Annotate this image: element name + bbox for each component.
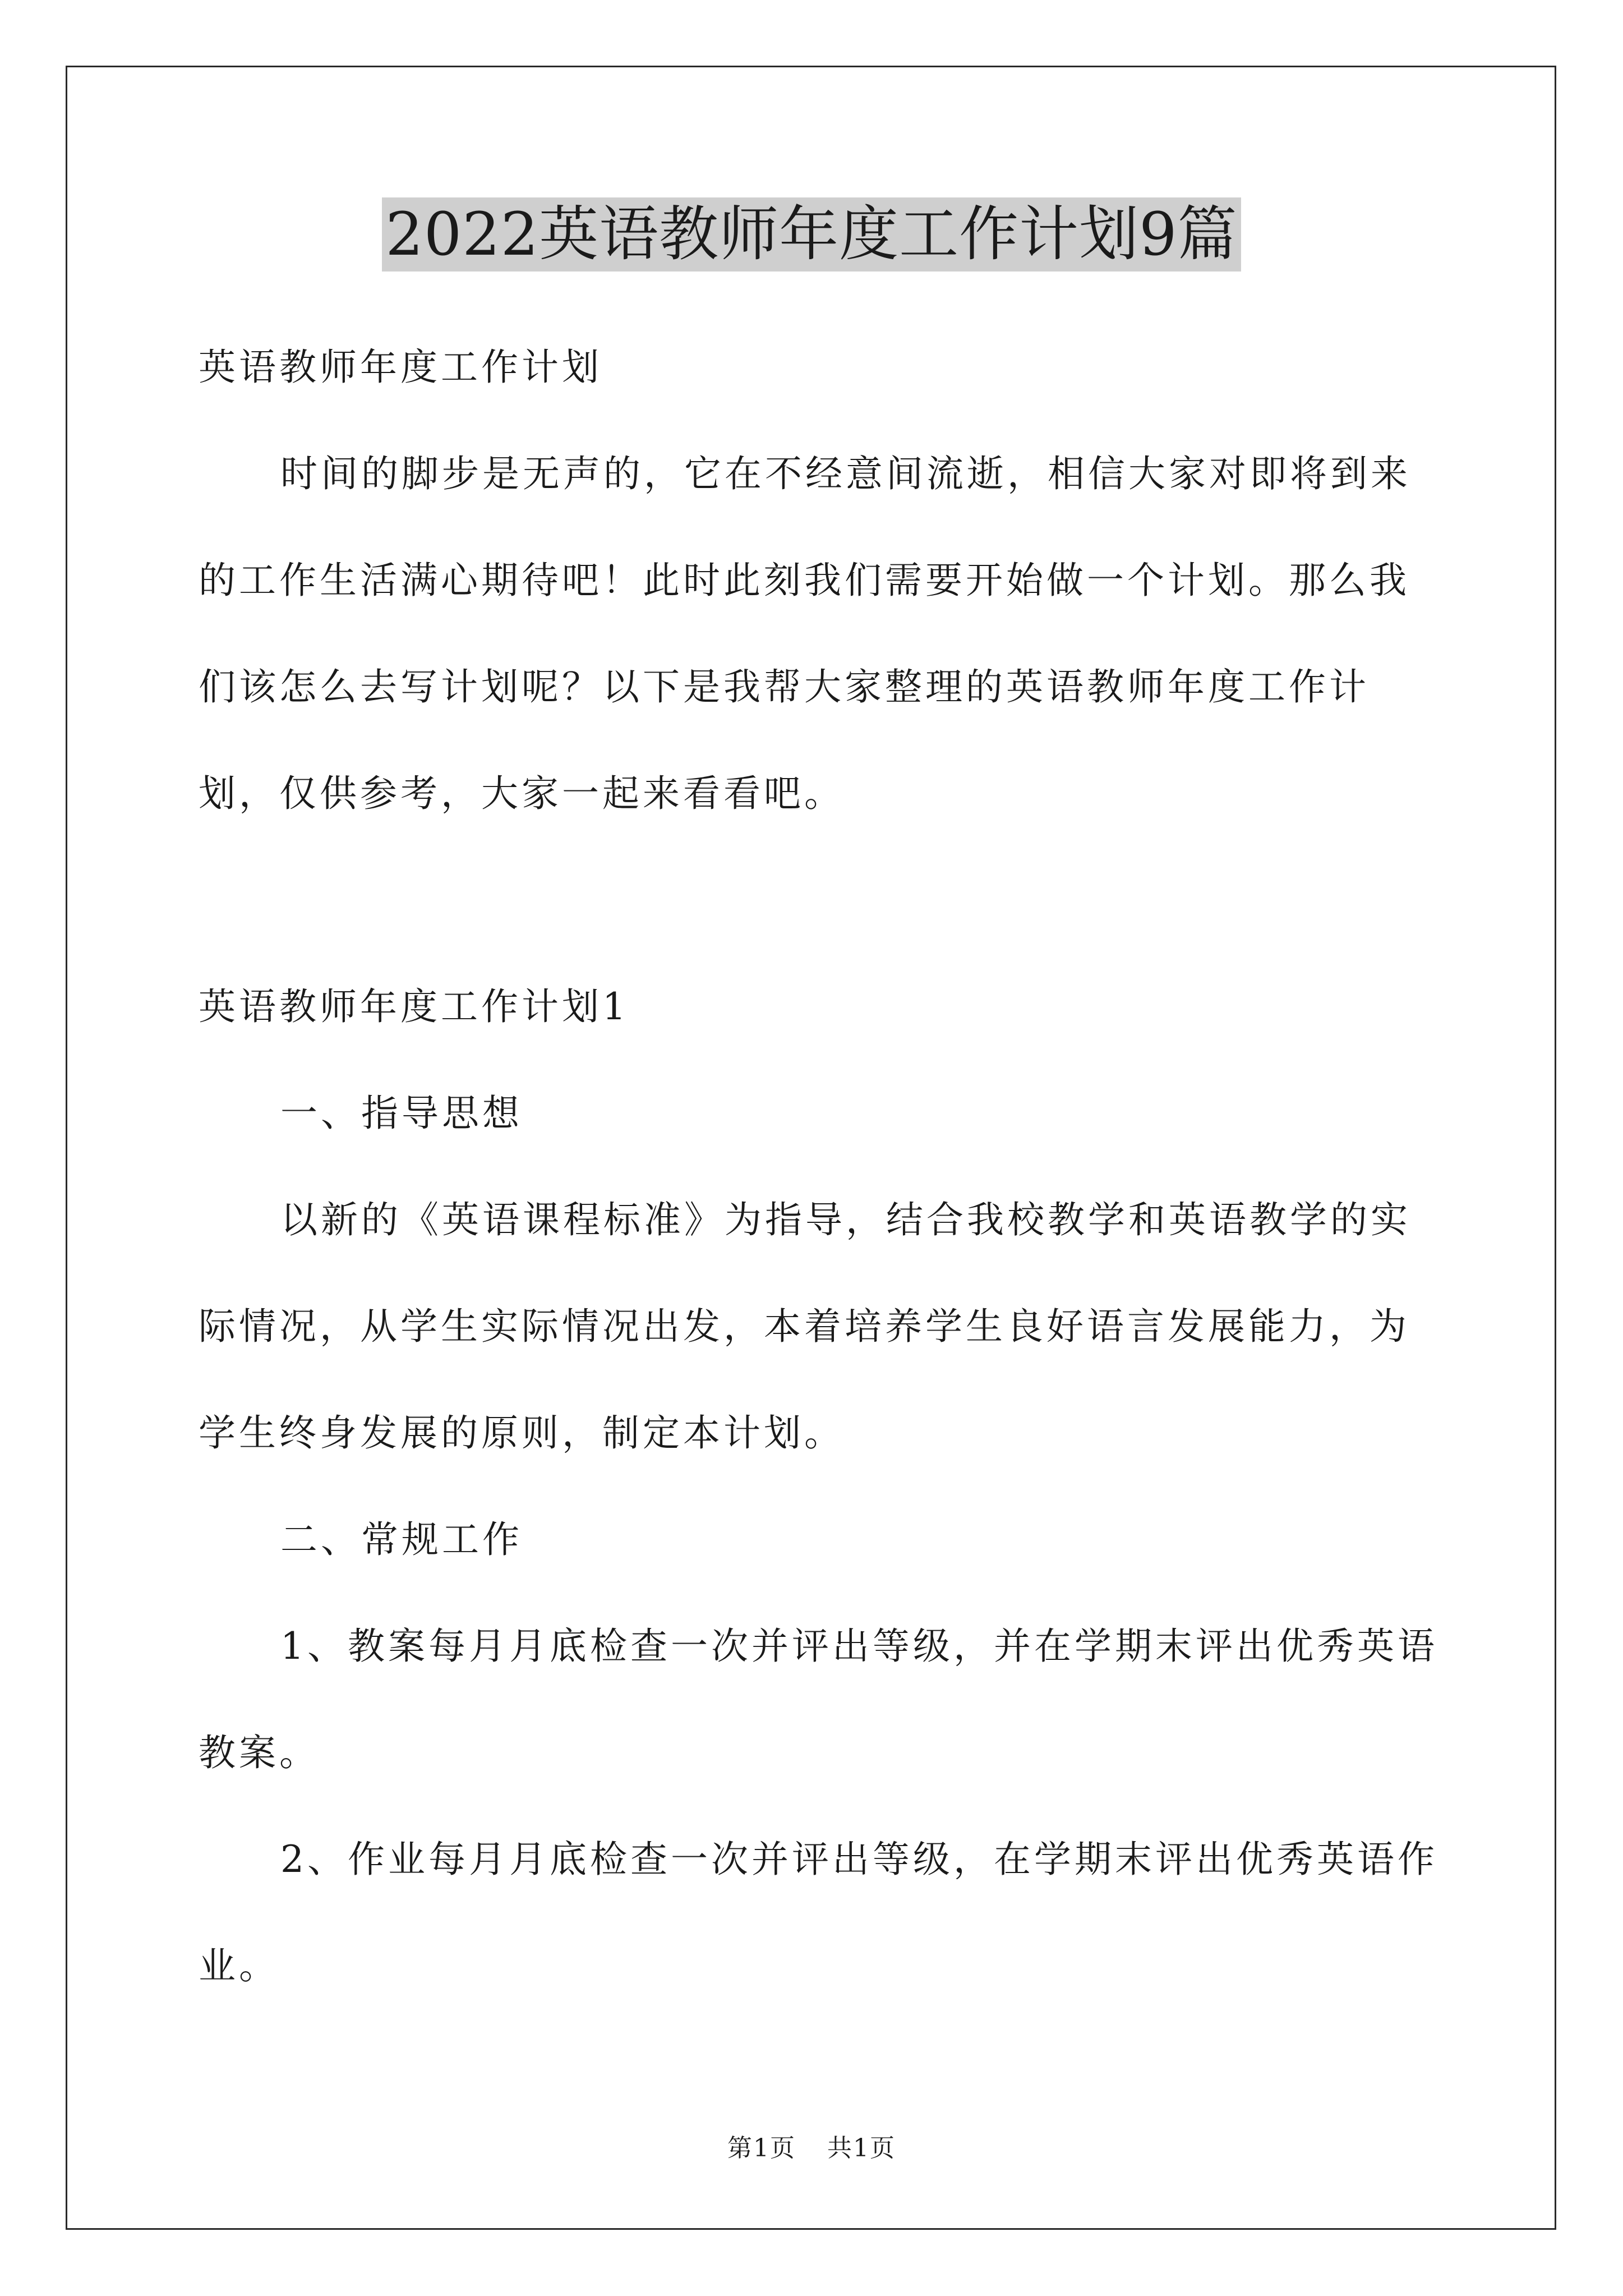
guiding-thought-paragraph: 以新的《英语课程标准》为指导，结合我校教学和英语教学的实际情况，从学生实际情况出发，本着培养学生良好语言发展能力，为学生终身发展的原则，制定本计划。: [199, 1198, 1411, 1455]
subheading-guiding-thought: 一、指导思想: [280, 1092, 523, 1135]
intro-paragraph: 时间的脚步是无声的，它在不经意间流逝，相信大家对即将到来的工作生活满心期待吧！此时此刻我们需要开始做一个计划。那么我们该怎么去写计划呢？以下是我帮大家整理的英语教师年度工作计划，仅供参考，大家一起来看看吧。: [199, 452, 1411, 815]
page-footer: [0, 2132, 1623, 2165]
section-heading: 英语教师年度工作计划: [199, 346, 602, 389]
document-body: [199, 314, 1449, 2019]
document-title: 2022英语教师年度工作计划9篇: [382, 197, 1241, 272]
page-number-total: 共1页: [827, 2134, 896, 2162]
routine-item-2: 2、作业每月月底检查一次并评出等级，在学期末评出优秀英语作业。: [199, 1838, 1438, 1987]
routine-item-1: 1、教案每月月底检查一次并评出等级，并在学期末评出优秀英语教案。: [199, 1625, 1438, 1774]
title-container: [0, 197, 1623, 272]
subheading-routine-work: 二、常规工作: [280, 1518, 523, 1561]
plan-heading: 英语教师年度工作计划1: [199, 985, 629, 1028]
paragraph-gap: [199, 847, 1449, 954]
page-number-current: 第1页: [727, 2134, 796, 2162]
